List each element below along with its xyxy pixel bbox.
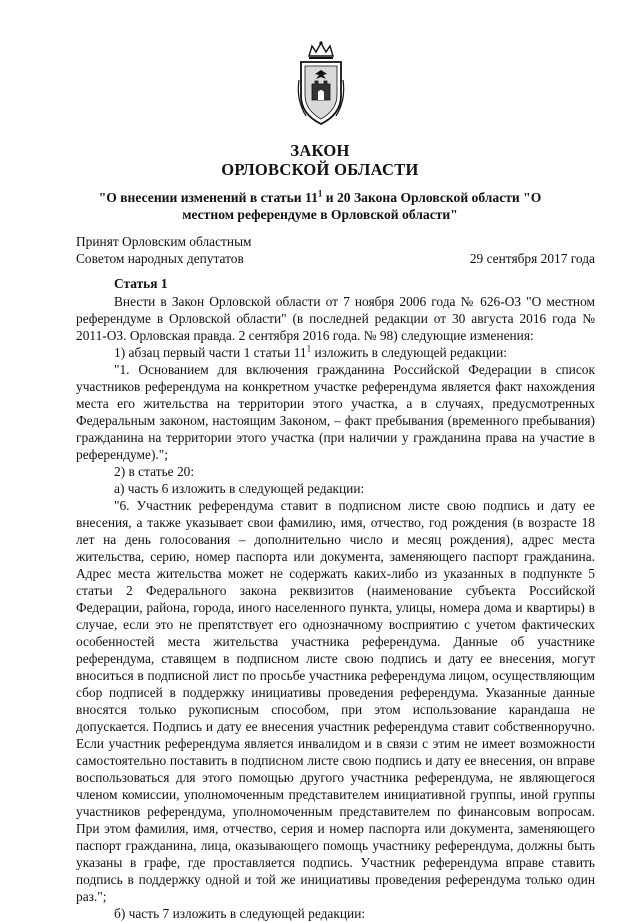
amendment-quote-2: "6. Участник референдума ставит в подписном листе свою подпись и дату ее внесения, а также указывает свои фамилию, имя, отчество, год рождения (в возрасте 18 лет на день голосования – дополнительно число и месяц рождения), адрес места жительства, серию, номер паспорта или документа, заменяющего паспорт гражданина. Адрес места жительства может не содержать каких-либо из указанных в подпункте 5 статьи 2 Федерального закона реквизитов (наименование субъекта Российской Федерации, района, города, иного населенного пункта, улицы, номера дома и квартиры) в случае, если это не препятствует его однозначному восприятию с учетом фактических особенностей места жительства участника референдума. Данные об участнике референдума, ставящем в подписном листе свою подпись и дату ее внесения, могут вноситься в подписной лист по просьбе участника референдума лицом, осуществляющим сбор подписей в поддержку инициативы проведения референдума. Указанные данные вносятся только рукописным способом, при этом использование карандаша не допускается. Подпись и дату ее внесения участник референдума ставит собственноручно. Если участник референдума является инвалидом и в связи с этим не имеет возможности самостоятельно поставить в подписном листе свою подпись и дату ее внесения, он вправе воспользоваться для этого помощью другого участника референдума, не являющегося членом комиссии, уполномоченным представителем инициативной группы, иной группы участников референдума, уполномоченным представителем по финансовым вопросам. При этом фамилия, имя, отчество, серия и номер паспорта или документа, заменяющего паспорт гражданина, лица, оказывающего помощь участнику референдума, должны быть указаны в графе, где проставляется подпись. Участник референдума вправе ставить подпись в поддержку одной и той же инициативы проведения референдума только один раз."; xyxy=(76,498,595,904)
amendment-item-2: 2) в статье 20: xyxy=(114,464,195,479)
amendment-item-2b: б) часть 7 изложить в следующей редакции: xyxy=(114,906,366,921)
item1-text-part1: 1) абзац первый части 1 статьи 11 xyxy=(114,345,307,360)
orel-oblast-coat-of-arms-icon xyxy=(296,40,346,126)
law-title: ЗАКОН xyxy=(290,141,350,160)
subtitle-superscript: 1 xyxy=(317,188,323,199)
article-intro: Внести в Закон Орловской области от 7 ноября 2006 года № 626-ОЗ "О местном референдуме в Орловской области" (в последней редакции от 30 августа 2016 года № 2011-ОЗ. Орловская правда. 2 сентября 2016 года. № 98) следующие изменения: xyxy=(76,294,595,343)
adoption-block xyxy=(76,233,252,267)
article-title: Статья 1 xyxy=(114,276,168,291)
adoption-line-1: Принят Орловским областным xyxy=(76,234,252,249)
law-subtitle xyxy=(80,189,560,223)
amendment-item-1 xyxy=(76,344,595,361)
amendment-quote-1: "1. Основанием для включения гражданина Российской Федерации в список участников референдума на конкретном участке референдума является факт нахождения места его жительства на территории этого участка, а в случаях, предусмотренных Федеральным законом, настоящим Законом, – факт пребывания (временного пребывания) гражданина на территории этого участка (при наличии у гражданина права на участие в референдуме)."; xyxy=(76,362,595,462)
item1-text-part2: изложить в следующей редакции: xyxy=(311,345,507,360)
subtitle-text-part1: "О внесении изменений в статьи 11 xyxy=(98,190,318,205)
amendment-item-2a: а) часть 6 изложить в следующей редакции: xyxy=(114,481,365,496)
subtitle-text-part2: и 20 Закона Орловской области "О местном референдуме в Орловской области" xyxy=(182,190,542,222)
adoption-line-2: Советом народных депутатов xyxy=(76,251,244,266)
item1-superscript: 1 xyxy=(306,343,312,354)
document-body xyxy=(76,275,595,922)
adoption-date: 29 сентября 2017 года xyxy=(469,251,595,266)
region-title: ОРЛОВСКОЙ ОБЛАСТИ xyxy=(221,160,419,179)
